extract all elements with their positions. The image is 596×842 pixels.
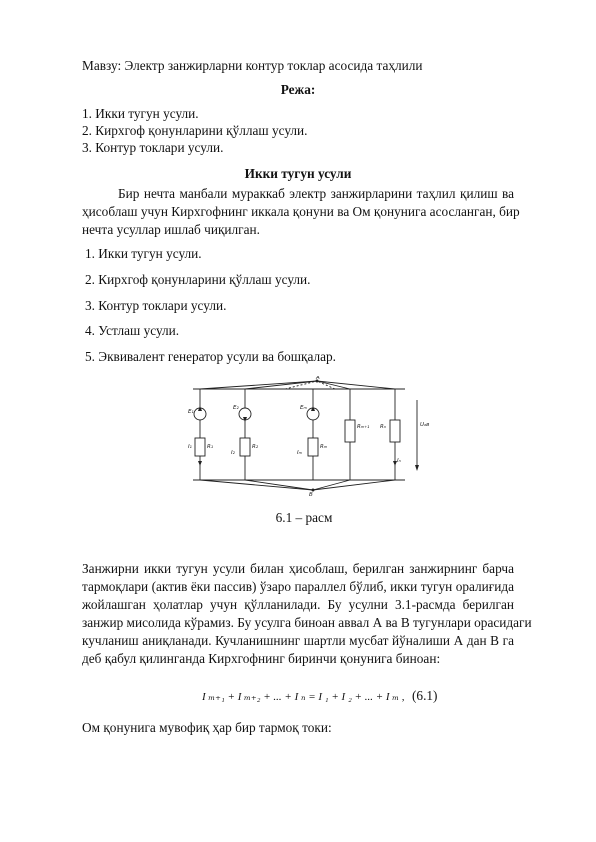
intro-line: Бир нечта манбали мураккаб электр занжирларини таҳлил қилиш ва [118, 186, 514, 201]
method-item: 5. Эквивалент генератор усули ва бошқалар. [85, 349, 336, 364]
label-e1: E₁ [188, 409, 194, 415]
node-b-label: B [309, 492, 313, 496]
label-i1: I₁ [188, 444, 192, 450]
body-line: жойлашган ҳолатлар учун қўлланилади. Бу усулни 3.1-расмда берилган [82, 597, 514, 612]
circuit-diagram [185, 376, 430, 496]
equation-number: (6.1) [412, 688, 438, 703]
topic-line: Мавзу: Электр занжирларни контур токлар асосида таҳлили [82, 58, 423, 73]
node-a-label: A [316, 376, 320, 381]
label-rn: Rₙ [380, 424, 387, 430]
label-em: Eₘ [300, 405, 307, 411]
method-item: 1. Икки тугун усули. [85, 246, 202, 261]
body-line: деб қабул қилинганда Кирхгофнинг биринчи қонунига биноан: [82, 651, 441, 666]
body-line: занжир мисолида кўрамиз. Бу усулга биноан аввал А ва В тугунлари орасидаги [82, 615, 532, 630]
figure-caption: 6.1 – расм [275, 510, 333, 525]
plan-item: 2. Кирхгоф қонунларини қўллаш усули. [82, 123, 308, 138]
intro-line: ҳисоблаш учун Кирхгофнинг иккала қонуни ва Ом қонунига асосланган, бир [82, 204, 520, 219]
body-line: Занжирни икки тугун усули билан ҳисоблаш, берилган занжирнинг барча [82, 561, 514, 576]
plan-heading: Режа: [280, 82, 316, 97]
section-heading: Икки тугун усули [244, 166, 352, 181]
label-r2: R₂ [252, 444, 259, 450]
closing-line: Ом қонунига мувофиқ ҳар бир тармоқ токи: [82, 720, 332, 735]
equation-6-1: I ₘ₊₁ + I ₘ₊₂ + ... + I ₙ = I ₁ + I ₂ + ... + I ₘ , [202, 691, 405, 703]
body-line: тармоқлари (актив ёки пассив) ўзаро параллел бўлиб, икки тугун оралиғида [82, 579, 514, 594]
label-e2: E₂ [233, 405, 239, 411]
intro-line: нечта усуллар ишлаб чиқилган. [82, 222, 260, 237]
label-r1: R₁ [207, 444, 214, 450]
label-uab: Uₐв [420, 422, 430, 428]
method-item: 4. Устлаш усули. [85, 323, 180, 338]
plan-item: 3. Контур токлари усули. [82, 140, 224, 155]
label-in: Iₙ [397, 458, 401, 464]
method-item: 2. Кирхгоф қонунларини қўллаш усули. [85, 272, 311, 287]
plan-item: 1. Икки тугун усули. [82, 106, 199, 121]
label-rm1: Rₘ₊₁ [357, 424, 370, 430]
label-i2: I₂ [231, 450, 235, 456]
label-im: Iₘ [297, 450, 303, 456]
body-line: кучланиш аниқланади. Кучланишнинг шартли мусбат йўналиши А дан В га [82, 633, 514, 648]
label-rm: Rₘ [320, 444, 328, 450]
method-item: 3. Контур токлари усули. [85, 298, 227, 313]
